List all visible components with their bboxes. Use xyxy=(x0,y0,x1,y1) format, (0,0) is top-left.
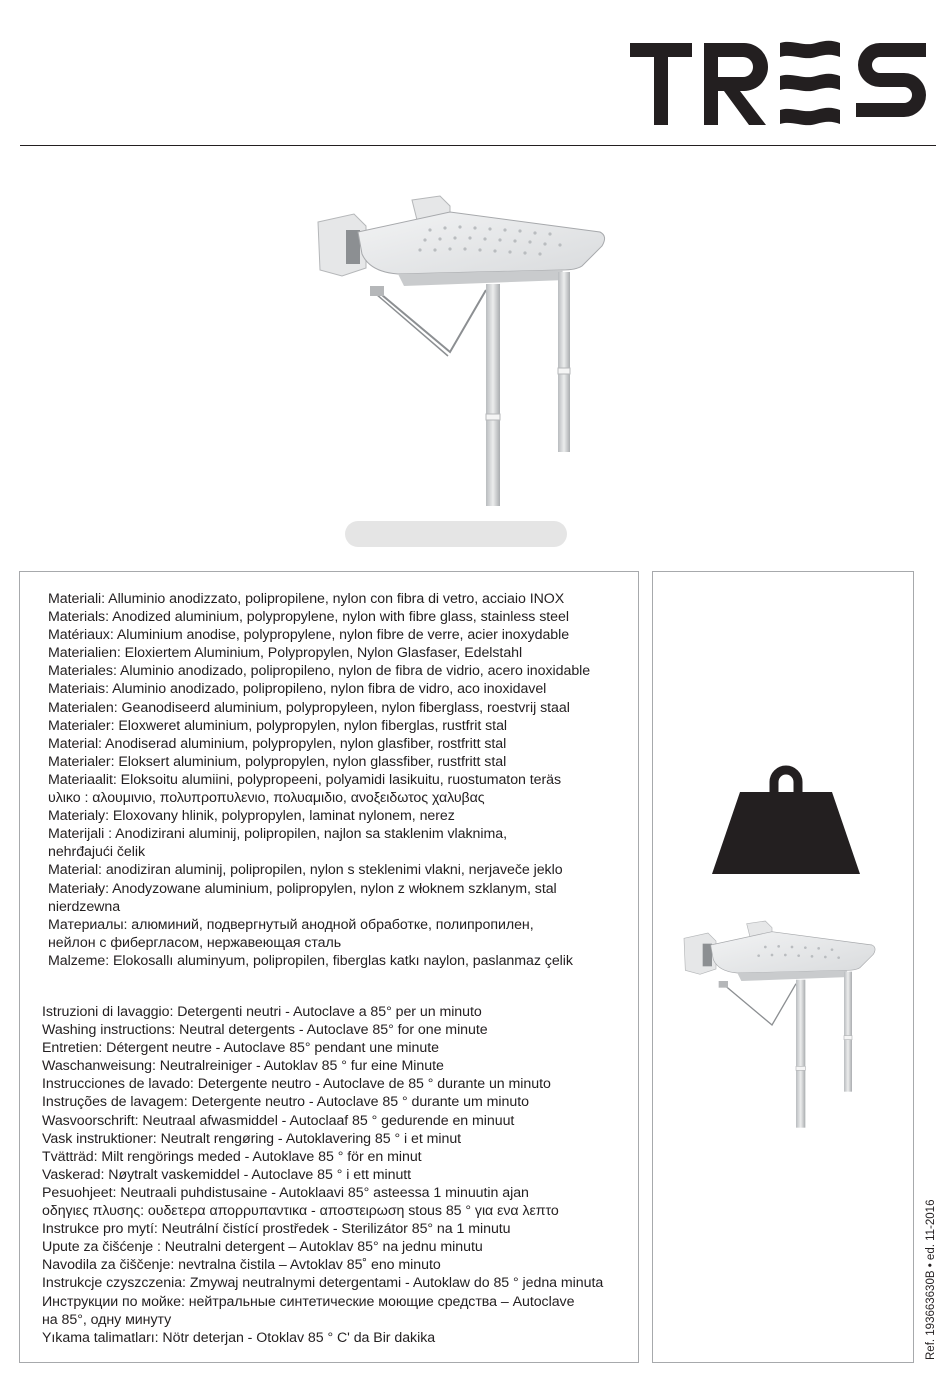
materials-item: Materialy: Eloxovany hlinik, polypropylen, laminat nylonem, nerez xyxy=(48,808,455,825)
materials-item: Materials: Anodized aluminium, polypropylene, nylon with fibre glass, stainless steel xyxy=(48,609,569,626)
materials-item: Malzeme: Elokosallı aluminyum, polipropilen, fiberglas katkı naylon, paslanmaz çelik xyxy=(48,952,573,969)
materials-item: Materialer: Eloxweret aluminium, polypropylen, nylon fiberglas, rustfrit stal xyxy=(48,717,508,734)
materials-item: Material: Anodiserad aluminium, polypropylen, nylon glasfiber, rostfritt stal xyxy=(48,735,507,752)
materials-item: Matériaux: Aluminium anodise, polypropylene, nylon fibre de verre, acier inoxydable xyxy=(48,627,570,644)
washing-item: Instrucciones de lavado: Detergente neutro - Autoclave de 85 ° durante un minuto xyxy=(42,1076,551,1093)
materials-list xyxy=(48,590,636,970)
washing-item: Tvätträd: Milt rengörings meded - Autoklave 85 ° för en minut xyxy=(42,1148,422,1165)
reference-code: Ref. 193663630B • ed. 11-2016 xyxy=(925,1199,937,1360)
washing-item: Istruzioni di lavaggio: Detergenti neutri - Autoclave a 85° per un minuto xyxy=(42,1004,482,1020)
washing-item: Navodila za čiščenje: nevtralna čistila – Avtoklav 85˚ eno minuto xyxy=(42,1257,441,1274)
materials-item: Материалы: алюминий, подвергнутый анодной обработке, полипропилен, нейлон с фибергласом, нержавеющая сталь xyxy=(48,916,534,951)
washing-item: Instrukce pro mytí: Neutrální čistící prostředek - Sterilizátor 85° na 1 minutu xyxy=(42,1221,511,1238)
washing-item: Yıkama talimatları: Nötr deterjan - Otoklav 85 ° C' da Bir dakika xyxy=(42,1329,436,1346)
materials-item: Materiali: Alluminio anodizzato, polipropilene, nylon con fibra di vetro, acciaio INOX xyxy=(48,591,565,607)
materials-item: Materijali : Anodizirani aluminij, polipropilen, najlon sa staklenim vlaknima, nehrđajući čelik xyxy=(48,826,507,861)
tres-logo xyxy=(630,38,926,130)
washing-item: Инструкции по мойке: нейтральные синтетические моющие средства – Autoclave на 85°, одну минуту xyxy=(42,1293,575,1328)
folding-shower-seat-image xyxy=(300,190,630,520)
materials-item: Materialen: Geanodiseerd aluminium, polypropyleen, nylon fiberglass, roestvrij staal xyxy=(48,699,570,716)
washing-item: Entretien: Détergent neutre - Autoclave 85° pendant une minute xyxy=(42,1040,439,1057)
header-rule xyxy=(20,145,936,146)
washing-item: Instrukcje czyszczenia: Zmywaj neutralnymi detergentami - Autoklaw do 85 ° jedna minuta xyxy=(42,1275,604,1292)
washing-item: Waschanweisung: Neutralreiniger - Autoklav 85 ° fur eine Minute xyxy=(42,1058,444,1075)
materials-item: Materiały: Anodyzowane aluminium, polipropylen, nylon z włoknem szklanym, stal nierdzewna xyxy=(48,880,557,915)
folding-shower-seat-small-image xyxy=(672,912,892,1142)
washing-item: Instruções de lavagem: Detergente neutro - Autoclave 85 ° durante um minuto xyxy=(42,1094,529,1111)
washing-item: Vask instruktioner: Neutralt rengøring - Autoklavering 85 ° i et minut xyxy=(42,1130,462,1147)
materials-item: Materiaalit: Eloksoitu alumiini, polypropeeni, polyamidi lasikuitu, ruostumaton teräs xyxy=(48,771,562,788)
materials-item: Materialer: Eloksert aluminium, polypropylen, nylon glassfiber, rustfritt stal xyxy=(48,753,507,770)
washing-item: Pesuohjeet: Neutraali puhdistusaine - Autoklaavi 85° asteessa 1 minuutin ajan xyxy=(42,1184,529,1201)
weight-icon xyxy=(712,762,860,874)
washing-item: οδηγιες πλυσης: ουδετερα απορρυπαντικα - αποστειρωση stous 85 ° για ενα λεπτο xyxy=(42,1203,559,1220)
washing-item: Vaskerad: Nøytralt vaskemiddel - Autoclave 85 ° i ett minutt xyxy=(42,1166,412,1183)
materials-item: Material: anodiziran aluminij, polipropilen, nylon s steklenimi vlakni, nerjaveče jeklo xyxy=(48,862,563,879)
washing-item: Wasvoorschrift: Neutraal afwasmiddel - Autoclaaf 85 ° gedurende en minuut xyxy=(42,1112,515,1129)
caption-pill xyxy=(345,521,567,547)
washing-instructions-list xyxy=(42,1003,636,1347)
materials-item: Materialien: Eloxiertem Aluminium, Polypropylen, Nylon Glasfaser, Edelstahl xyxy=(48,645,523,662)
materials-item: Materiais: Aluminio anodizado, polipropileno, nylon fibra de vidro, aco inoxidavel xyxy=(48,681,547,698)
materials-item: Materiales: Aluminio anodizado, polipropileno, nylon de fibra de vidrio, acero inoxidable xyxy=(48,663,591,680)
materials-item: υλικο : αλουμινιο, πολυπροπυλενιο, πολυαμιδιο, ανοξειδωτος χαλυβας xyxy=(48,790,485,807)
washing-item: Upute za čišćenje : Neutralni detergent – Autoklav 85° na jednu minutu xyxy=(42,1239,483,1256)
washing-item: Washing instructions: Neutral detergents - Autoclave 85° for one minute xyxy=(42,1022,488,1039)
